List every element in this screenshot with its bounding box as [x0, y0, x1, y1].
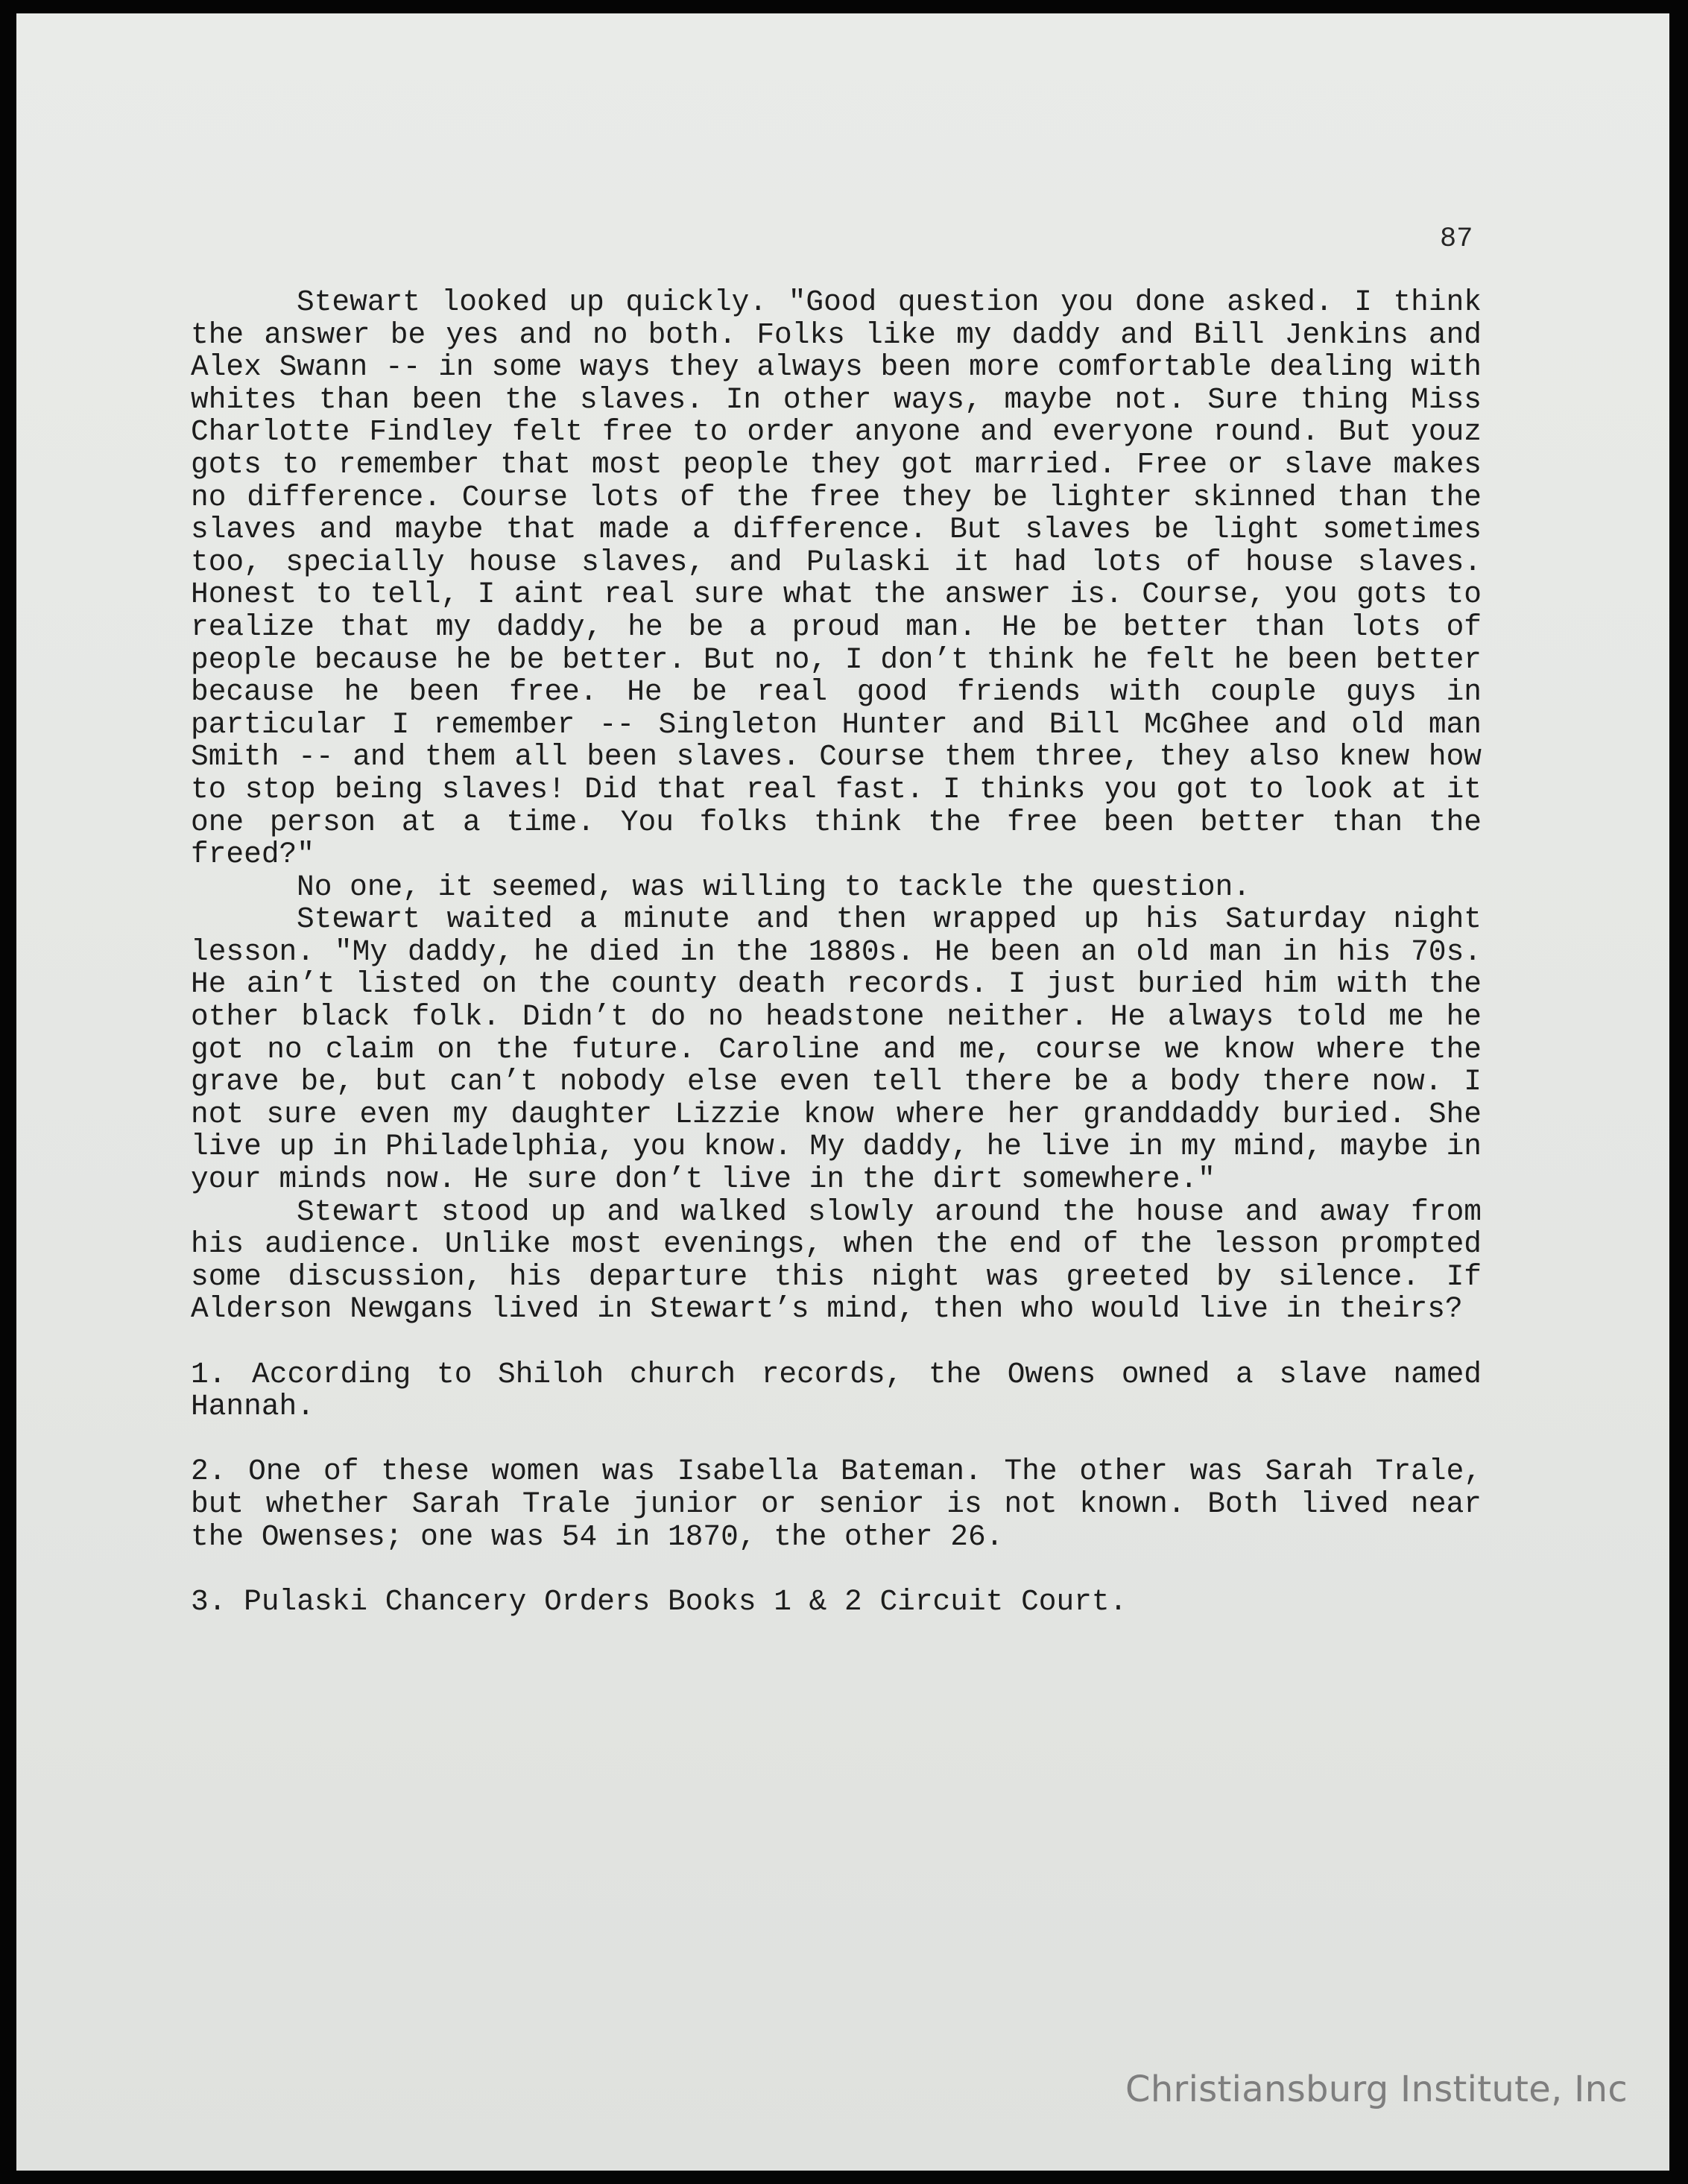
page-number: 87 — [1440, 224, 1473, 255]
footnote: 2. One of these women was Isabella Bateman. The other was Sarah Trale, but whether Sarah Trale junior or senior is not known. Both lived near the Owenses; one was 54 in 1870, the other 26. — [191, 1455, 1482, 1554]
footnote: 1. According to Shiloh church records, the Owens owned a slave named Hannah. — [191, 1357, 1482, 1424]
paragraph: Stewart looked up quickly. "Good question you done asked. I think the answer be yes and no both. Folks like my daddy and Bill Jenkins and Alex Swann -- in some ways they always been more comfortable dealing with whites than been the slaves. In other ways, maybe not. Sure thing Miss Charlotte Findley felt free to order anyone and everyone round. But youz gots to remember that most people they got married. Free or slave makes no difference. Course lots of the free they be lighter skinned than the slaves and maybe that made a difference. But slaves be light sometimes too, specially house slaves, and Pulaski it had lots of house slaves. Honest to tell, I aint real sure what the answer is. Course, you gots to realize that my daddy, he be a proud man. He be better than lots of people because he be better. But no, I don’t think he felt he been better because he been free. He be real good friends with couple guys in particular I remember -- Singleton Hunter and Bill McGhee and old man Smith -- and them all been slaves. Course them three, they also knew how to stop being slaves! Did that real fast. I thinks you got to look at it one person at a time. You folks think the free been better than the freed?" — [191, 285, 1482, 872]
watermark: Christiansburg Institute, Inc — [1125, 2069, 1628, 2110]
document-page — [16, 13, 1669, 2171]
paragraph: Stewart stood up and walked slowly around the house and away from his audience. Unlike most evenings, when the end of the lesson prompted some discussion, his departure this night was greeted by silence. If Alderson Newgans lived in Stewart’s mind, then who would live in theirs? — [191, 1194, 1482, 1326]
paragraph: No one, it seemed, was willing to tackle the question. — [297, 870, 1251, 904]
footnotes — [191, 1358, 1482, 1618]
body-text — [191, 286, 1482, 1618]
paragraph: Stewart waited a minute and then wrapped up his Saturday night lesson. "My daddy, he died in the 1880s. He been an old man in his 70s. He ain’t listed on the county death records. I just buried him with the other black folk. Didn’t do no headstone neither. He always told me he got no claim on the future. Caroline and me, course we know where the grave be, but can’t nobody else even tell there be a body there now. I not sure even my daughter Lizzie know where her granddaddy buried. She live up in Philadelphia, you know. My daddy, he live in my mind, maybe in your minds now. He sure don’t live in the dirt somewhere." — [191, 902, 1482, 1197]
footnote: 3. Pulaski Chancery Orders Books 1 & 2 Circuit Court. — [191, 1584, 1128, 1618]
